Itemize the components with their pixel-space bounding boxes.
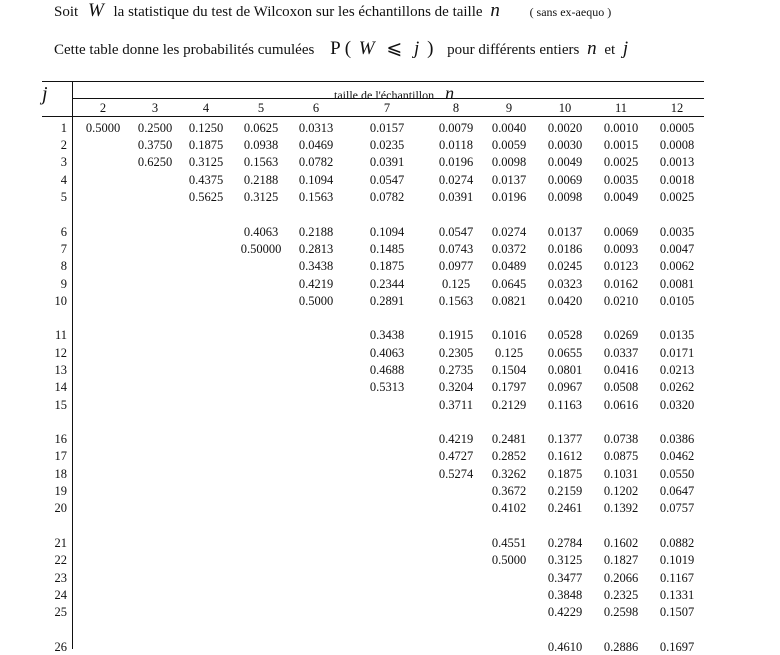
column-header-n-7: 7 — [383, 101, 391, 115]
table-cell: 0.4375 — [188, 173, 224, 187]
table-cell: 0.0977 — [438, 259, 474, 273]
row-label-j-26: 26 — [54, 640, 67, 654]
column-header-n-5: 5 — [257, 101, 265, 115]
table-cell: 0.0040 — [491, 121, 527, 135]
row-label-j-24: 24 — [54, 588, 67, 602]
table-cell: 0.2159 — [547, 484, 583, 498]
table-cell: 0.1031 — [603, 467, 639, 481]
formula-w: W — [358, 38, 375, 59]
table-cell: 0.0655 — [547, 346, 583, 360]
j-column-header: j — [42, 83, 48, 105]
table-cell: 0.0079 — [438, 121, 474, 135]
var-n-2: n — [587, 38, 597, 59]
table-cell: 0.1563 — [438, 294, 474, 308]
row-label-j-16: 16 — [54, 432, 67, 446]
column-header-n-3: 3 — [151, 101, 159, 115]
table-cell: 0.1875 — [188, 138, 224, 152]
table-cell: 0.0015 — [603, 138, 639, 152]
table-cell: 0.1019 — [659, 553, 695, 567]
table-cell: 0.5274 — [438, 467, 474, 481]
table-cell: 0.3672 — [491, 484, 527, 498]
table-cell: 0.3848 — [547, 588, 583, 602]
table-cell: 0.1827 — [603, 553, 639, 567]
row-label-j-2: 2 — [60, 138, 67, 152]
table-cell: 0.2891 — [369, 294, 405, 308]
table-cell: 0.50000 — [240, 242, 282, 256]
row-label-j-4: 4 — [60, 173, 67, 187]
table-cell: 0.0821 — [491, 294, 527, 308]
header-bottom-rule — [42, 116, 704, 117]
row-label-j-17: 17 — [54, 449, 67, 463]
table-cell: 0.5625 — [188, 190, 224, 204]
formula-close: ) — [427, 38, 434, 59]
table-cell: 0.0025 — [659, 190, 695, 204]
table-cell: 0.0323 — [547, 277, 583, 291]
table-cell: 0.4063 — [369, 346, 405, 360]
table-cell: 0.5000 — [298, 294, 334, 308]
row-label-j-5: 5 — [60, 190, 67, 204]
j-column-divider — [72, 81, 73, 649]
table-cell: 0.1167 — [660, 571, 694, 585]
intro-statistic-text: la statistique du test de Wilcoxon sur les échantillons de taille — [113, 4, 483, 20]
table-cell: 0.0372 — [491, 242, 527, 256]
table-cell: 0.0416 — [603, 363, 639, 377]
table-cell: 0.2188 — [298, 225, 334, 239]
table-cell: 0.0801 — [547, 363, 583, 377]
sample-size-var: n — [445, 83, 455, 103]
row-label-j-20: 20 — [54, 501, 67, 515]
table-cell: 0.0882 — [659, 536, 695, 550]
table-cell: 0.0547 — [438, 225, 474, 239]
wilcoxon-table — [42, 81, 704, 654]
table-cell: 0.2325 — [603, 588, 639, 602]
table-cell: 0.4219 — [438, 432, 474, 446]
table-cell: 0.0235 — [369, 138, 405, 152]
table-cell: 0.0118 — [439, 138, 473, 152]
table-cell: 0.0049 — [603, 190, 639, 204]
formula-j: j — [414, 38, 420, 59]
table-cell: 0.3125 — [188, 155, 224, 169]
table-cell: 0.0469 — [298, 138, 334, 152]
no-ties-note: ( sans ex-aequo ) — [529, 5, 612, 19]
table-cell: 0.2066 — [603, 571, 639, 585]
table-cell: 0.0274 — [438, 173, 474, 187]
table-cell: 0.0025 — [603, 155, 639, 169]
table-cell: 0.0782 — [298, 155, 334, 169]
table-cell: 0.2129 — [491, 398, 527, 412]
table-cell: 0.2852 — [491, 449, 527, 463]
var-j-2: j — [622, 38, 629, 59]
table-cell: 0.0313 — [298, 121, 334, 135]
table-cell: 0.0098 — [491, 155, 527, 169]
row-label-j-7: 7 — [60, 242, 67, 256]
table-cell: 0.0743 — [438, 242, 474, 256]
var-n: n — [490, 0, 500, 21]
table-cell: 0.5313 — [369, 380, 405, 394]
column-header-n-6: 6 — [312, 101, 320, 115]
table-cell: 0.0005 — [659, 121, 695, 135]
table-cell: 0.0047 — [659, 242, 695, 256]
column-header-n-2: 2 — [99, 101, 107, 115]
row-label-j-21: 21 — [54, 536, 67, 550]
table-cell: 0.0171 — [659, 346, 695, 360]
table-cell: 0.4219 — [298, 277, 334, 291]
table-cell: 0.0391 — [369, 155, 405, 169]
table-cell: 0.0274 — [491, 225, 527, 239]
row-label-j-15: 15 — [54, 398, 67, 412]
table-cell: 0.0062 — [659, 259, 695, 273]
table-cell: 0.0213 — [659, 363, 695, 377]
table-cell: 0.0547 — [369, 173, 405, 187]
table-cell: 0.1163 — [548, 398, 582, 412]
table-cell: 0.2188 — [243, 173, 279, 187]
table-cell: 0.0489 — [491, 259, 527, 273]
column-header-n-10: 10 — [558, 101, 572, 115]
table-cell: 0.1504 — [491, 363, 527, 377]
table-cell: 0.3750 — [137, 138, 173, 152]
table-cell: 0.1094 — [298, 173, 334, 187]
table-cell: 0.0938 — [243, 138, 279, 152]
column-header-n-8: 8 — [452, 101, 460, 115]
table-cell: 0.1797 — [491, 380, 527, 394]
table-cell: 0.1697 — [659, 640, 695, 654]
table-cell: 0.0186 — [547, 242, 583, 256]
table-cell: 0.0210 — [603, 294, 639, 308]
table-cell: 0.2784 — [547, 536, 583, 550]
table-cell: 0.0647 — [659, 484, 695, 498]
column-header-n-11: 11 — [614, 101, 628, 115]
table-cell: 0.0337 — [603, 346, 639, 360]
table-cell: 0.1377 — [547, 432, 583, 446]
table-cell: 0.2500 — [137, 121, 173, 135]
table-cell: 0.1612 — [547, 449, 583, 463]
table-cell: 0.0196 — [491, 190, 527, 204]
table-cell: 0.0162 — [603, 277, 639, 291]
table-cell: 0.0018 — [659, 173, 695, 187]
table-cell: 0.3125 — [243, 190, 279, 204]
table-cell: 0.4688 — [369, 363, 405, 377]
table-cell: 0.0320 — [659, 398, 695, 412]
table-cell: 0.125 — [441, 277, 471, 291]
table-cell: 0.1250 — [188, 121, 224, 135]
row-label-j-19: 19 — [54, 484, 67, 498]
table-cell: 0.0462 — [659, 449, 695, 463]
table-cell: 0.0782 — [369, 190, 405, 204]
table-cell: 0.0123 — [603, 259, 639, 273]
table-cell: 0.3438 — [298, 259, 334, 273]
table-cell: 0.2813 — [298, 242, 334, 256]
row-label-j-3: 3 — [60, 155, 67, 169]
table-cell: 0.0645 — [491, 277, 527, 291]
table-cell: 0.0269 — [603, 328, 639, 342]
intro-line-1 — [54, 0, 611, 22]
row-label-j-13: 13 — [54, 363, 67, 377]
row-label-j-23: 23 — [54, 571, 67, 585]
intro-line-2 — [54, 37, 628, 60]
formula-p: P ( — [330, 38, 352, 59]
row-label-j-11: 11 — [54, 328, 67, 342]
intro-and: et — [604, 42, 616, 58]
table-cell: 0.0875 — [603, 449, 639, 463]
table-cell: 0.5000 — [491, 553, 527, 567]
table-cell: 0.2305 — [438, 346, 474, 360]
table-cell: 0.0081 — [659, 277, 695, 291]
table-cell: 0.2344 — [369, 277, 405, 291]
table-cell: 0.1016 — [491, 328, 527, 342]
table-cell: 0.1094 — [369, 225, 405, 239]
table-cell: 0.5000 — [85, 121, 121, 135]
row-label-j-9: 9 — [60, 277, 67, 291]
row-label-j-18: 18 — [54, 467, 67, 481]
table-cell: 0.3262 — [491, 467, 527, 481]
column-header-n-9: 9 — [505, 101, 513, 115]
row-label-j-25: 25 — [54, 605, 67, 619]
table-cell: 0.6250 — [137, 155, 173, 169]
table-cell: 0.0625 — [243, 121, 279, 135]
intro-soit: Soit — [54, 4, 79, 20]
table-cell: 0.0137 — [547, 225, 583, 239]
table-cell: 0.0093 — [603, 242, 639, 256]
var-w: W — [87, 0, 104, 21]
leq-symbol: ⩽ — [386, 38, 403, 59]
table-cell: 0.0391 — [438, 190, 474, 204]
row-label-j-10: 10 — [54, 294, 67, 308]
table-cell: 0.4727 — [438, 449, 474, 463]
table-cell: 0.4610 — [547, 640, 583, 654]
table-cell: 0.1602 — [603, 536, 639, 550]
table-cell: 0.0069 — [603, 225, 639, 239]
column-header-n-12: 12 — [670, 101, 684, 115]
table-cell: 0.1875 — [369, 259, 405, 273]
table-cell: 0.0508 — [603, 380, 639, 394]
table-cell: 0.0098 — [547, 190, 583, 204]
table-cell: 0.0010 — [603, 121, 639, 135]
table-cell: 0.0738 — [603, 432, 639, 446]
table-cell: 0.0550 — [659, 467, 695, 481]
table-cell: 0.0967 — [547, 380, 583, 394]
table-cell: 0.3711 — [439, 398, 473, 412]
table-cell: 0.0049 — [547, 155, 583, 169]
table-cell: 0.0157 — [369, 121, 405, 135]
table-cell: 0.0059 — [491, 138, 527, 152]
table-cell: 0.1875 — [547, 467, 583, 481]
table-cell: 0.0035 — [603, 173, 639, 187]
table-cell: 0.1485 — [369, 242, 405, 256]
table-cell: 0.3477 — [547, 571, 583, 585]
table-cell: 0.2735 — [438, 363, 474, 377]
table-cell: 0.4229 — [547, 605, 583, 619]
table-cell: 0.4063 — [243, 225, 279, 239]
table-cell: 0.1563 — [243, 155, 279, 169]
row-label-j-1: 1 — [60, 121, 67, 135]
table-cell: 0.1331 — [659, 588, 695, 602]
table-cell: 0.0528 — [547, 328, 583, 342]
table-cell: 0.0008 — [659, 138, 695, 152]
table-cell: 0.1507 — [659, 605, 695, 619]
table-cell: 0.3204 — [438, 380, 474, 394]
table-cell: 0.2481 — [491, 432, 527, 446]
table-cell: 0.0105 — [659, 294, 695, 308]
table-top-rule — [42, 81, 704, 82]
table-cell: 0.0137 — [491, 173, 527, 187]
table-cell: 0.2598 — [603, 605, 639, 619]
row-label-j-8: 8 — [60, 259, 67, 273]
table-cell: 0.0262 — [659, 380, 695, 394]
table-cell: 0.0420 — [547, 294, 583, 308]
table-cell: 0.0135 — [659, 328, 695, 342]
table-cell: 0.0386 — [659, 432, 695, 446]
table-cell: 0.3125 — [547, 553, 583, 567]
table-cell: 0.0616 — [603, 398, 639, 412]
column-header-n-4: 4 — [202, 101, 210, 115]
table-cell: 0.0757 — [659, 501, 695, 515]
row-label-j-12: 12 — [54, 346, 67, 360]
table-cell: 0.1915 — [438, 328, 474, 342]
intro-integers-text: pour différents entiers — [447, 42, 580, 58]
table-cell: 0.0035 — [659, 225, 695, 239]
table-cell: 0.0196 — [438, 155, 474, 169]
intro-cumulative-text: Cette table donne les probabilités cumulées — [54, 42, 315, 58]
table-cell: 0.4102 — [491, 501, 527, 515]
table-cell: 0.125 — [494, 346, 524, 360]
table-cell: 0.4551 — [491, 536, 527, 550]
row-label-j-22: 22 — [54, 553, 67, 567]
table-cell: 0.1563 — [298, 190, 334, 204]
sample-size-label: taille de l'échantillon — [334, 88, 435, 102]
table-cell: 0.2886 — [603, 640, 639, 654]
table-cell: 0.0069 — [547, 173, 583, 187]
table-cell: 0.1392 — [603, 501, 639, 515]
table-cell: 0.0030 — [547, 138, 583, 152]
table-cell: 0.0020 — [547, 121, 583, 135]
table-cell: 0.0245 — [547, 259, 583, 273]
row-label-j-6: 6 — [60, 225, 67, 239]
row-label-j-14: 14 — [54, 380, 67, 394]
table-cell: 0.1202 — [603, 484, 639, 498]
table-cell: 0.0013 — [659, 155, 695, 169]
table-cell: 0.3438 — [369, 328, 405, 342]
table-cell: 0.2461 — [547, 501, 583, 515]
